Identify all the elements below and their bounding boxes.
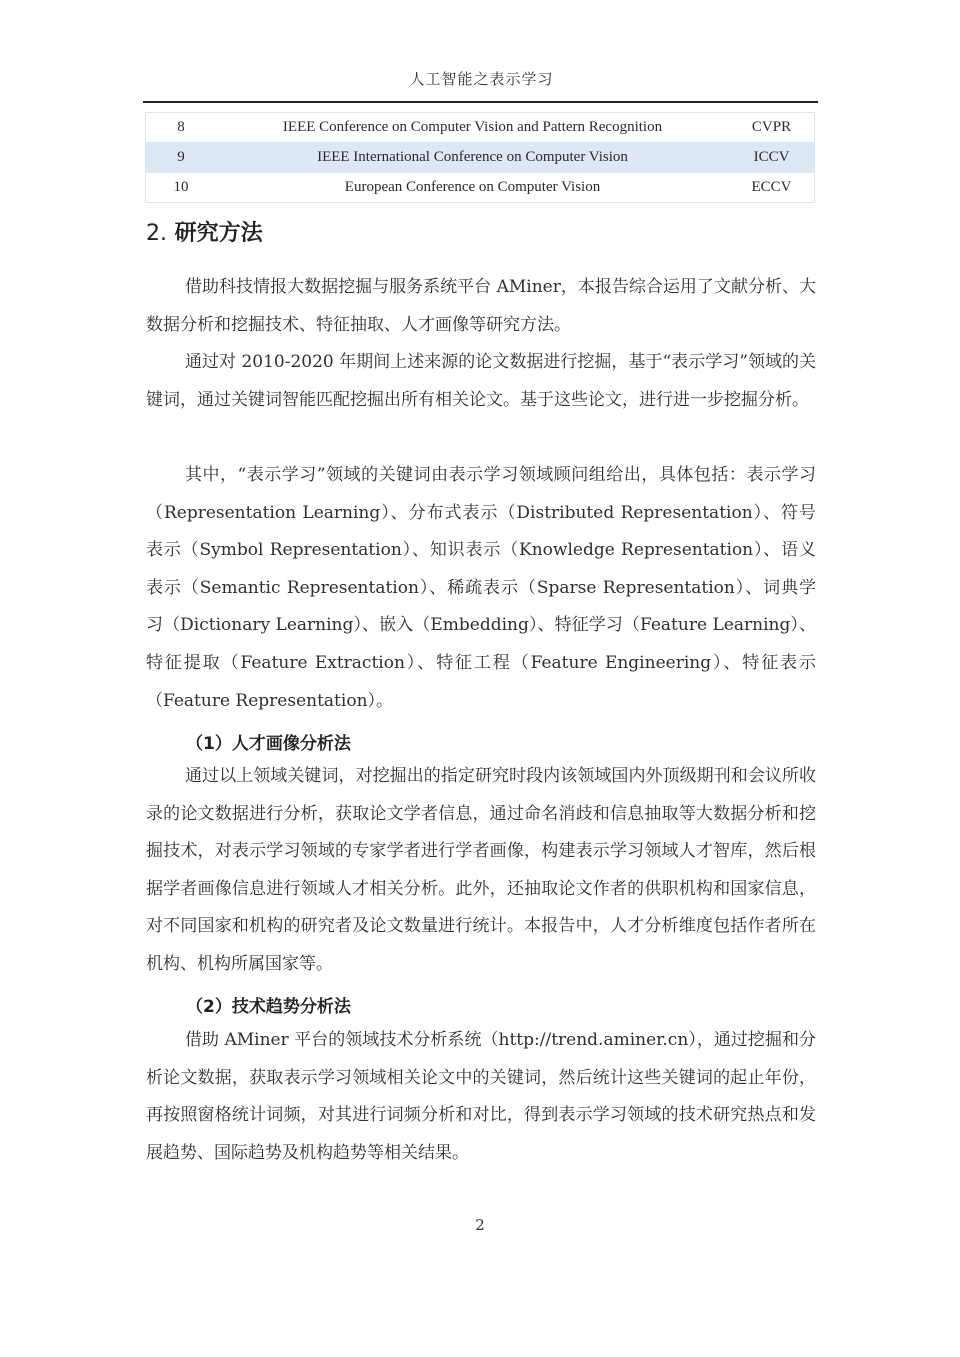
subheading-talent-profile: （1）人才画像分析法: [186, 734, 351, 754]
conference-abbreviation: ICCV: [729, 143, 815, 173]
table-row: [146, 143, 815, 173]
subheading-trend-analysis: （2）技术趋势分析法: [186, 997, 351, 1017]
conference-table: [145, 112, 815, 203]
row-number: 8: [146, 113, 217, 143]
row-number: 9: [146, 143, 217, 173]
page-number: 2: [475, 1216, 485, 1234]
running-header-title: 人工智能之表示学习: [409, 70, 554, 88]
section-heading: [146, 216, 263, 247]
paragraph-talent-profile: 通过以上领域关键词，对挖掘出的指定研究时段内该领域国内外顶级期刊和会议所收录的论文数据进行分析，获取论文学者信息，通过命名消歧和信息抽取等大数据分析和挖掘技术，对表示学习领域的专家学者进行学者画像，构建表示学习领域人才智库，然后根据学者画像信息进行领域人才相关分析。此外，还抽取论文作者的供职机构和国家信息，对不同国家和机构的研究者及论文数量进行统计。本报告中，人才分析维度包括作者所在机构、机构所属国家等。: [146, 766, 816, 974]
header-divider: [143, 101, 818, 103]
table-row: [146, 173, 815, 203]
paragraph-mining: 通过对 2010-2020 年期间上述来源的论文数据进行挖掘，基于“表示学习”领域的关键词，通过关键词智能匹配挖掘出所有相关论文。基于这些论文，进行进一步挖掘分析。: [146, 352, 816, 410]
conference-abbreviation: ECCV: [729, 173, 815, 203]
paragraph-trend-analysis: 借助 AMiner 平台的领域技术分析系统（http://trend.aminer.cn），通过挖掘和分析论文数据，获取表示学习领域相关论文中的关键词，然后统计这些关键词的起止年份，再按照窗格统计词频，对其进行词频分析和对比，得到表示学习领域的技术研究热点和发展趋势、国际趋势及机构趋势等相关结果。: [146, 1030, 816, 1163]
row-number: 10: [146, 173, 217, 203]
paragraph-intro: 借助科技情报大数据挖掘与服务系统平台 AMiner，本报告综合运用了文献分析、大数据分析和挖掘技术、特征抽取、人才画像等研究方法。: [146, 277, 816, 335]
conference-name: European Conference on Computer Vision: [216, 173, 729, 203]
conference-name: IEEE Conference on Computer Vision and Pattern Recognition: [216, 113, 729, 143]
table-row: [146, 113, 815, 143]
paragraph-keywords: 其中，“表示学习”领域的关键词由表示学习领域顾问组给出，具体包括：表示学习（Representation Learning）、分布式表示（Distributed Representation）、符号表示（Symbol Representation）、知识表示（Knowledge Representation）、语义表示（Semantic Representation）、稀疏表示（Sparse Representation）、词典学习（Dictionary Learning）、嵌入（Embedding）、特征学习（Feature Learning）、特征提取（Feature Extraction）、特征工程（Feature Engineering）、特征表示（Feature Representation）。: [146, 465, 816, 711]
section-number: 2.: [146, 221, 167, 246]
conference-abbreviation: CVPR: [729, 113, 815, 143]
section-title: 研究方法: [174, 221, 263, 246]
conference-name: IEEE International Conference on Computer Vision: [216, 143, 729, 173]
